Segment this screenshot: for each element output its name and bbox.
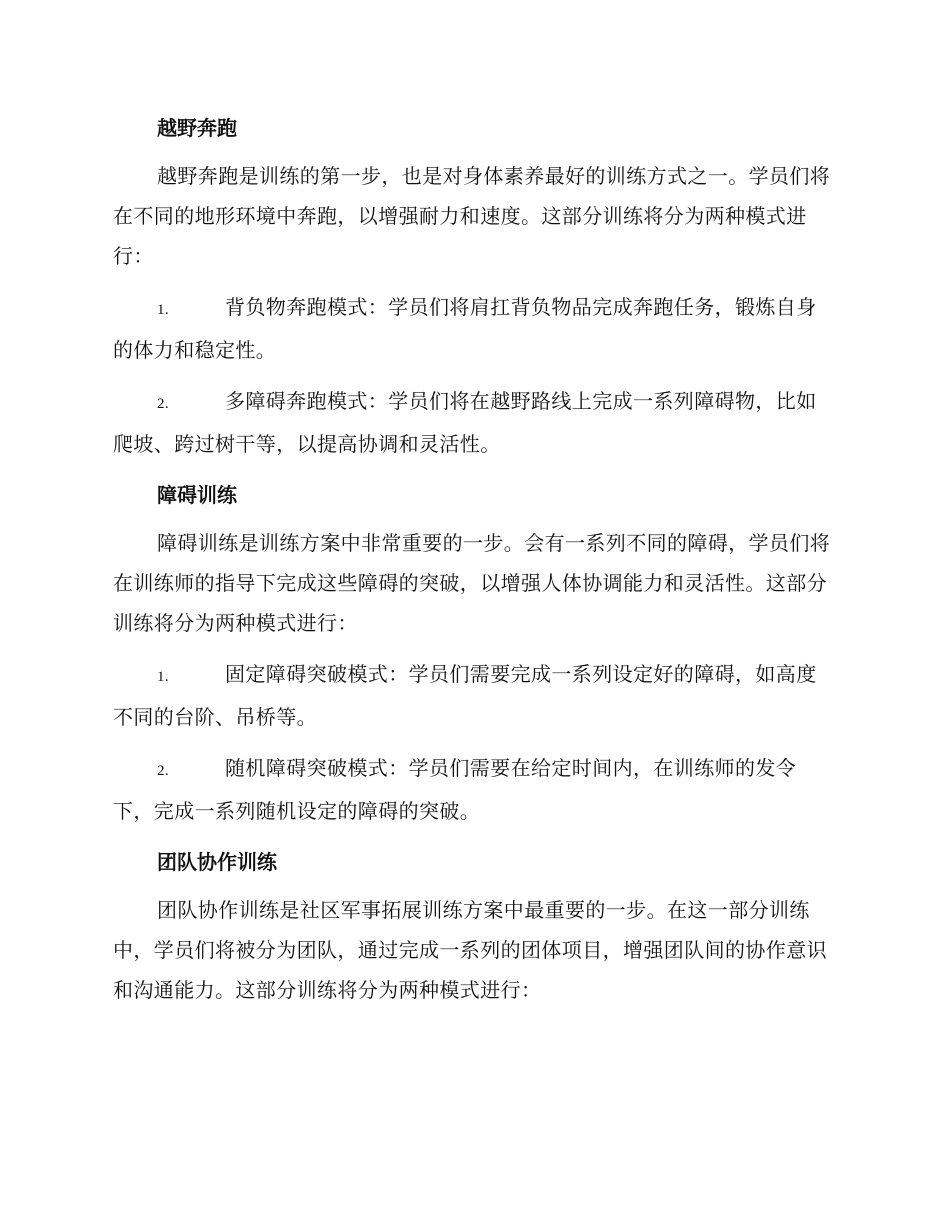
list-item xyxy=(113,654,835,737)
list-item xyxy=(113,748,835,831)
list-item-text: 固定障碍突破模式：学员们需要完成一系列设定好的障碍，如高度不同的台阶、吊桥等。 xyxy=(113,662,817,729)
section-heading-running: 越野奔跑 xyxy=(157,116,237,140)
section-intro-obstacle: 障碍训练是训练方案中非常重要的一步。会有一系列不同的障碍，学员们将在训练师的指导下完成这些障碍的突破，以增强人体协调能力和灵活性。这部分训练将分为两种模式进行： xyxy=(113,531,831,635)
list-item xyxy=(113,287,835,370)
section-intro-teamwork: 团队协作训练是社区军事拓展训练方案中最重要的一步。在这一部分训练中，学员们将被分为团队，通过完成一系列的团体项目，增强团队间的协作意识和沟通能力。这部分训练将分为两种模式进行： xyxy=(113,898,827,1002)
section-heading-obstacle: 障碍训练 xyxy=(157,483,237,507)
list-item-text: 多障碍奔跑模式：学员们将在越野路线上完成一系列障碍物，比如爬坡、跨过树干等，以提高协调和灵活性。 xyxy=(113,389,817,456)
list-number: 1. xyxy=(157,302,170,318)
list-item-text: 背负物奔跑模式：学员们将肩扛背负物品完成奔跑任务，锻炼自身的体力和稳定性。 xyxy=(113,295,817,362)
list-item-text: 随机障碍突破模式：学员们需要在给定时间内，在训练师的发令下，完成一系列随机设定的障碍的突破。 xyxy=(113,756,797,823)
list-item xyxy=(113,381,835,464)
list-number: 2. xyxy=(157,763,170,779)
section-intro-running: 越野奔跑是训练的第一步，也是对身体素养最好的训练方式之一。学员们将在不同的地形环境中奔跑，以增强耐力和速度。这部分训练将分为两种模式进行： xyxy=(113,164,831,268)
list-number: 1. xyxy=(157,669,170,685)
section-heading-teamwork: 团队协作训练 xyxy=(157,850,277,874)
list-number: 2. xyxy=(157,396,170,412)
